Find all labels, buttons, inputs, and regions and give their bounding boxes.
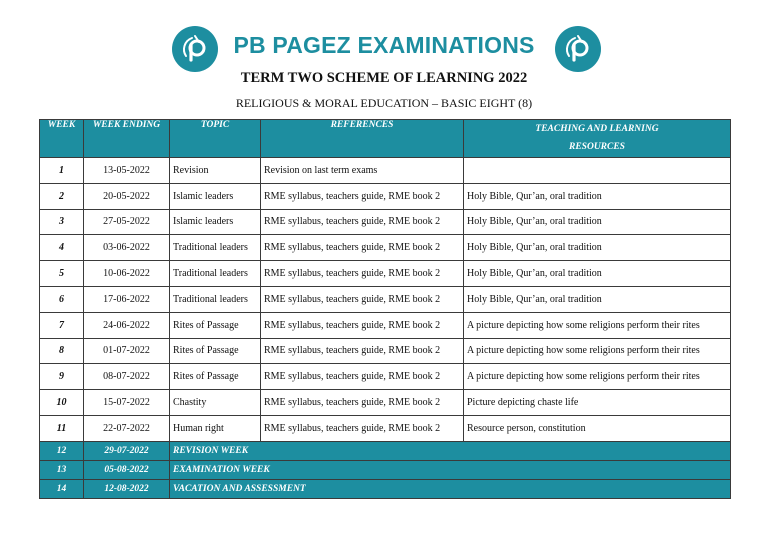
resources-cell: Resource person, constitution (464, 415, 731, 441)
week-cell: 4 (40, 235, 84, 261)
references-cell: RME syllabus, teachers guide, RME book 2 (261, 364, 464, 390)
week-cell: 14 (40, 479, 84, 498)
topic-cell: Rites of Passage (170, 364, 261, 390)
table-row (40, 479, 731, 498)
table-row (40, 338, 731, 364)
week-cell: 12 (40, 441, 84, 460)
topic-cell: Traditional leaders (170, 261, 261, 287)
table-row (40, 286, 731, 312)
header-week-ending: WEEK ENDING (84, 120, 170, 158)
week-cell: 7 (40, 312, 84, 338)
table-row (40, 460, 731, 479)
scheme-table (39, 119, 731, 499)
table-row (40, 235, 731, 261)
references-cell: RME syllabus, teachers guide, RME book 2 (261, 286, 464, 312)
references-cell: RME syllabus, teachers guide, RME book 2 (261, 390, 464, 416)
header-references: REFERENCES (261, 120, 464, 158)
date-cell: 03-06-2022 (84, 235, 170, 261)
date-cell: 17-06-2022 (84, 286, 170, 312)
subject-title: RELIGIOUS & MORAL EDUCATION – BASIC EIGHT (8) (235, 96, 533, 110)
references-cell: RME syllabus, teachers guide, RME book 2 (261, 183, 464, 209)
topic-cell: Islamic leaders (170, 183, 261, 209)
topic-cell: Rites of Passage (170, 312, 261, 338)
date-cell: 27-05-2022 (84, 209, 170, 235)
resources-cell (464, 158, 731, 184)
table-row (40, 158, 731, 184)
week-cell: 3 (40, 209, 84, 235)
resources-cell: Holy Bible, Qur’an, oral tradition (464, 183, 731, 209)
resources-cell: Holy Bible, Qur’an, oral tradition (464, 286, 731, 312)
topic-cell: Human right (170, 415, 261, 441)
table-row (40, 415, 731, 441)
topic-cell: Traditional leaders (170, 235, 261, 261)
date-cell: 13-05-2022 (84, 158, 170, 184)
resources-cell: Holy Bible, Qur’an, oral tradition (464, 261, 731, 287)
band-label: EXAMINATION WEEK (170, 460, 731, 479)
band-label: REVISION WEEK (170, 441, 731, 460)
references-cell: RME syllabus, teachers guide, RME book 2 (261, 415, 464, 441)
references-cell: Revision on last term exams (261, 158, 464, 184)
week-cell: 8 (40, 338, 84, 364)
brand-title: PB PAGEZ EXAMINATIONS (233, 32, 535, 58)
topic-cell: Chastity (170, 390, 261, 416)
references-cell: RME syllabus, teachers guide, RME book 2 (261, 338, 464, 364)
term-title: TERM TWO SCHEME OF LEARNING 2022 (240, 70, 528, 86)
date-cell: 01-07-2022 (84, 338, 170, 364)
week-cell: 9 (40, 364, 84, 390)
date-cell: 22-07-2022 (84, 415, 170, 441)
resources-cell: Holy Bible, Qur’an, oral tradition (464, 235, 731, 261)
date-cell: 15-07-2022 (84, 390, 170, 416)
week-cell: 1 (40, 158, 84, 184)
date-cell: 08-07-2022 (84, 364, 170, 390)
week-cell: 10 (40, 390, 84, 416)
table-row (40, 261, 731, 287)
references-cell: RME syllabus, teachers guide, RME book 2 (261, 312, 464, 338)
topic-cell: Revision (170, 158, 261, 184)
table-row (40, 441, 731, 460)
header-topic: TOPIC (170, 120, 261, 158)
week-cell: 5 (40, 261, 84, 287)
resources-cell: A picture depicting how some religions perform their rites (464, 338, 731, 364)
table-row (40, 364, 731, 390)
references-cell: RME syllabus, teachers guide, RME book 2 (261, 209, 464, 235)
table-header-row (40, 120, 731, 158)
table-row (40, 312, 731, 338)
table-row (40, 209, 731, 235)
topic-cell: Traditional leaders (170, 286, 261, 312)
band-label: VACATION AND ASSESSMENT (170, 479, 731, 498)
resources-cell: Holy Bible, Qur’an, oral tradition (464, 209, 731, 235)
topic-cell: Islamic leaders (170, 209, 261, 235)
week-cell: 11 (40, 415, 84, 441)
date-cell: 12-08-2022 (84, 479, 170, 498)
date-cell: 10-06-2022 (84, 261, 170, 287)
header-resources: TEACHING AND LEARNING RESOURCES (464, 120, 731, 158)
week-cell: 13 (40, 460, 84, 479)
date-cell: 29-07-2022 (84, 441, 170, 460)
resources-cell: Picture depicting chaste life (464, 390, 731, 416)
date-cell: 20-05-2022 (84, 183, 170, 209)
table-row (40, 183, 731, 209)
resources-cell: A picture depicting how some religions perform their rites (464, 312, 731, 338)
date-cell: 24-06-2022 (84, 312, 170, 338)
date-cell: 05-08-2022 (84, 460, 170, 479)
week-cell: 6 (40, 286, 84, 312)
references-cell: RME syllabus, teachers guide, RME book 2 (261, 235, 464, 261)
resources-cell: A picture depicting how some religions perform their rites (464, 364, 731, 390)
header-week: WEEK (40, 120, 84, 158)
references-cell: RME syllabus, teachers guide, RME book 2 (261, 261, 464, 287)
week-cell: 2 (40, 183, 84, 209)
topic-cell: Rites of Passage (170, 338, 261, 364)
table-row (40, 390, 731, 416)
